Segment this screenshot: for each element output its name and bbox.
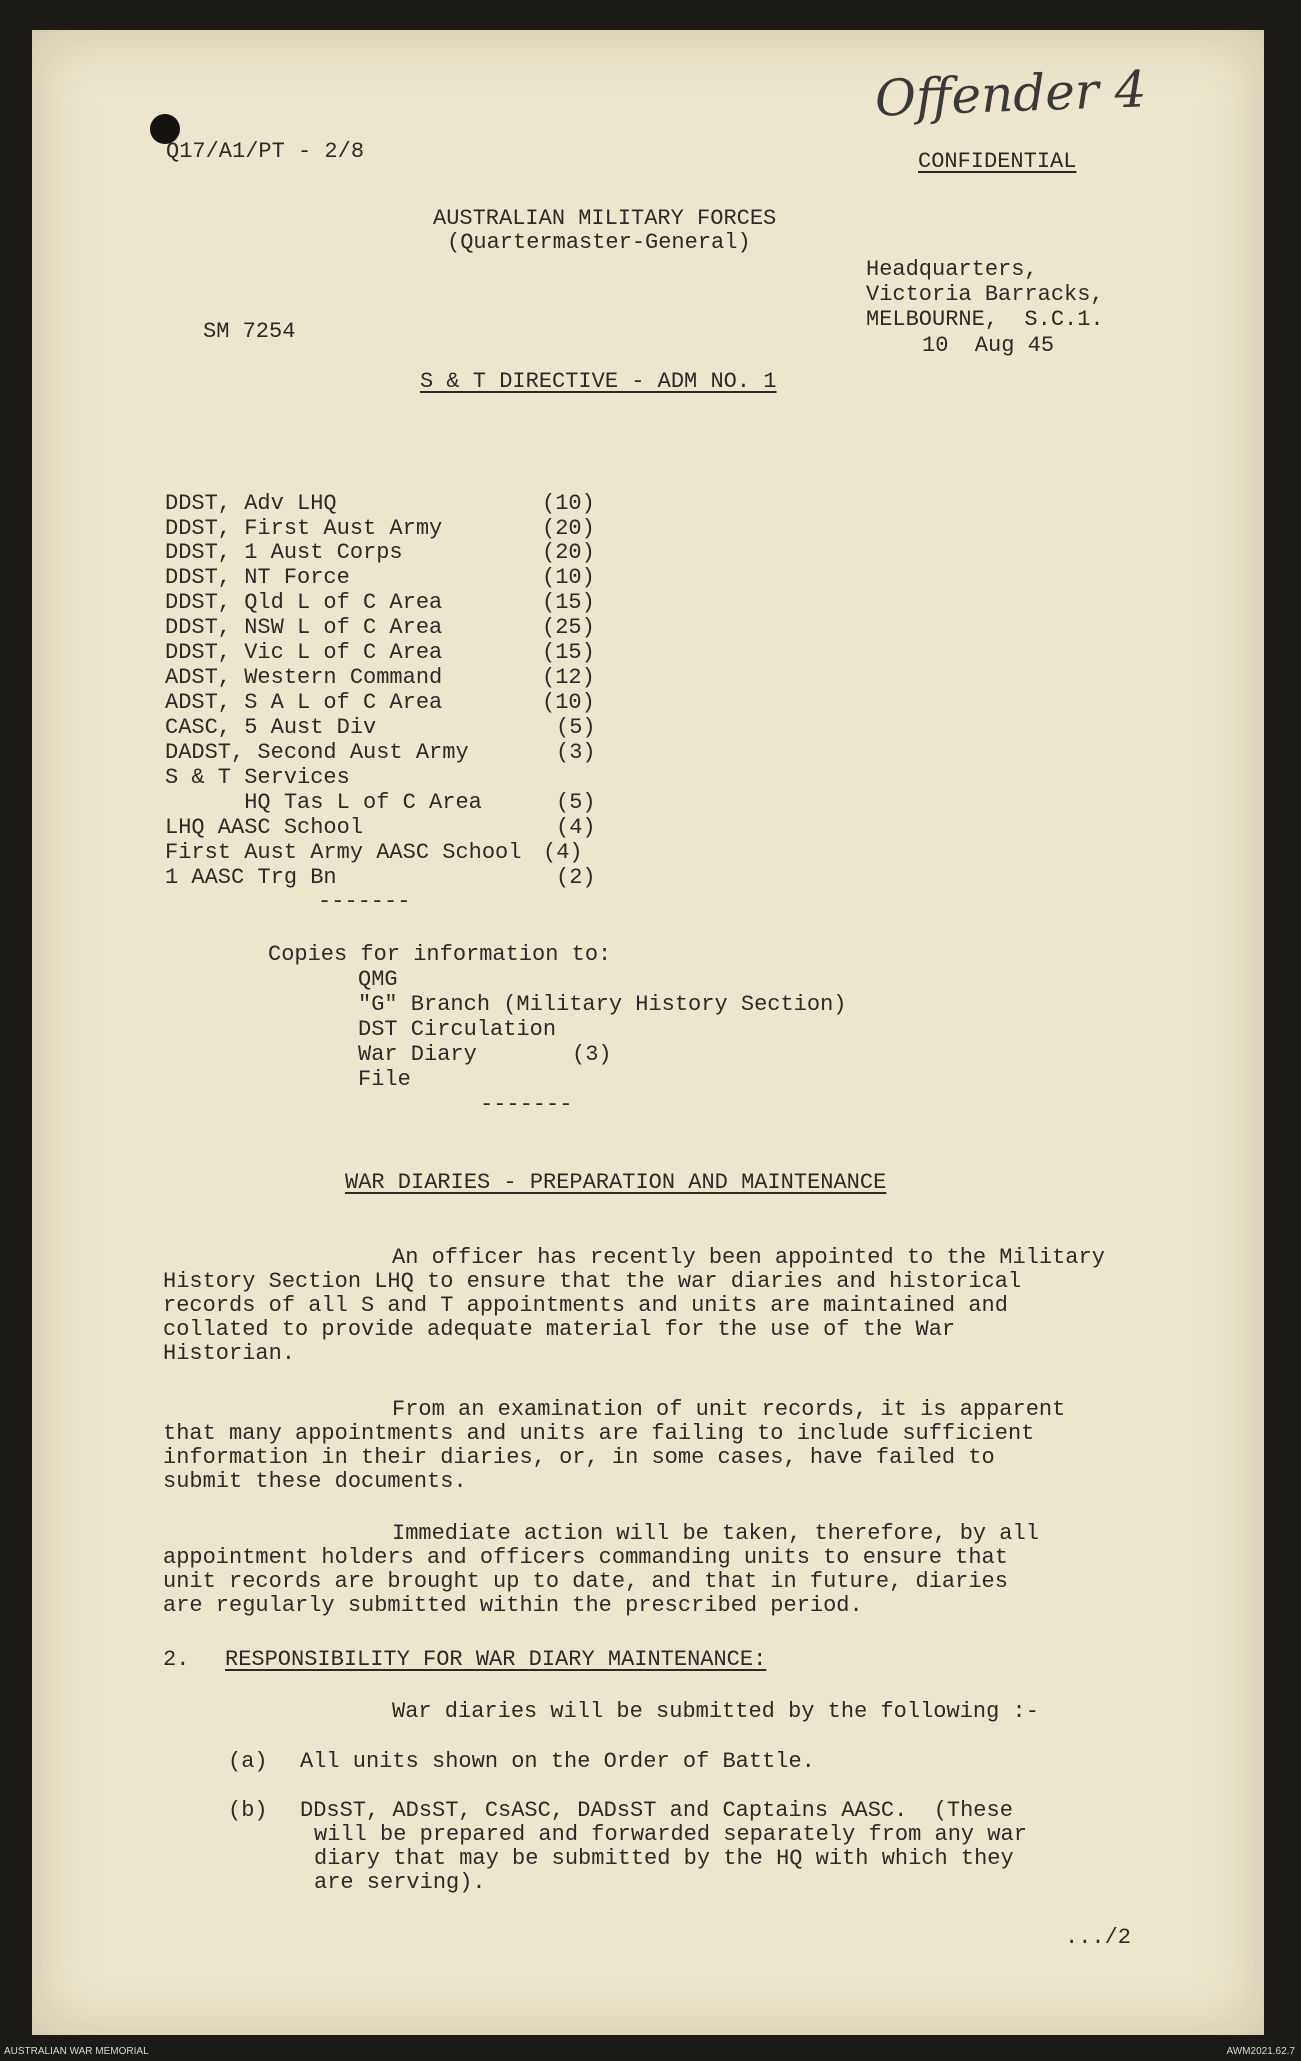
org-branch: (Quartermaster-General) bbox=[447, 230, 751, 255]
separator-rule: ------- bbox=[480, 1092, 573, 1117]
info-recipient: File bbox=[358, 1067, 411, 1092]
list-item-label: (b) bbox=[228, 1798, 268, 1823]
distribution-recipient: DDST, First Aust Army bbox=[165, 516, 443, 541]
distribution-copies: (10) bbox=[542, 491, 595, 516]
paragraph-line: that many appointments and units are failing to include sufficient bbox=[163, 1421, 1035, 1446]
paragraph-line: collated to provide adequate material for the use of the War bbox=[163, 1317, 956, 1342]
file-reference: Q17/A1/PT - 2/8 bbox=[166, 139, 365, 164]
distribution-recipient: First Aust Army AASC School bbox=[165, 840, 522, 865]
distribution-copies: (10) bbox=[542, 565, 595, 590]
list-item-text: diary that may be submitted by the HQ with which they bbox=[314, 1846, 1014, 1871]
paragraph-line: Immediate action will be taken, therefore, by all bbox=[392, 1521, 1039, 1546]
distribution-copies: (4) bbox=[556, 815, 596, 840]
distribution-copies: (5) bbox=[556, 715, 596, 740]
distribution-copies: (4) bbox=[543, 840, 583, 865]
distribution-recipient: LHQ AASC School bbox=[165, 815, 364, 840]
document-date: 10 Aug 45 bbox=[922, 333, 1055, 358]
distribution-copies: (15) bbox=[542, 640, 595, 665]
list-item-text: DDsST, ADsST, CsASC, DADsST and Captains AASC. (These bbox=[300, 1798, 1013, 1823]
section-intro: War diaries will be submitted by the following :- bbox=[392, 1699, 1039, 1724]
distribution-recipient: DDST, NT Force bbox=[165, 565, 350, 590]
distribution-recipient: DDST, Vic L of C Area bbox=[165, 640, 443, 665]
distribution-copies: (3) bbox=[556, 740, 596, 765]
section-number: 2. bbox=[163, 1647, 190, 1672]
distribution-copies: (25) bbox=[542, 615, 595, 640]
address-line: Headquarters, bbox=[866, 257, 1038, 282]
distribution-recipient: ADST, Western Command bbox=[165, 665, 443, 690]
distribution-copies: (10) bbox=[542, 690, 595, 715]
org-name: AUSTRALIAN MILITARY FORCES bbox=[433, 206, 777, 231]
distribution-copies: (2) bbox=[556, 865, 596, 890]
paragraph-line: An officer has recently been appointed to the Military bbox=[392, 1245, 1105, 1270]
info-copies: (3) bbox=[572, 1042, 612, 1067]
distribution-recipient: S & T Services bbox=[165, 765, 350, 790]
distribution-recipient: DDST, Adv LHQ bbox=[165, 491, 337, 516]
distribution-recipient: CASC, 5 Aust Div bbox=[165, 715, 377, 740]
info-recipient: War Diary bbox=[358, 1042, 477, 1067]
distribution-recipient: DDST, Qld L of C Area bbox=[165, 590, 443, 615]
distribution-recipient: DDST, 1 Aust Corps bbox=[165, 540, 403, 565]
paragraph-line: information in their diaries, or, in some cases, have failed to bbox=[163, 1445, 995, 1470]
paragraph-line: appointment holders and officers commanding units to ensure that bbox=[163, 1545, 1008, 1570]
handwritten-annotation: Offender 4 bbox=[873, 60, 1147, 128]
distribution-recipient: DADST, Second Aust Army bbox=[165, 740, 469, 765]
distribution-recipient: 1 AASC Trg Bn bbox=[165, 865, 337, 890]
archive-credit: AUSTRALIAN WAR MEMORIAL bbox=[4, 2046, 149, 2057]
paragraph-line: From an examination of unit records, it is apparent bbox=[392, 1397, 1066, 1422]
classification-label: CONFIDENTIAL bbox=[918, 149, 1077, 174]
directive-title: S & T DIRECTIVE - ADM NO. 1 bbox=[420, 369, 777, 394]
distribution-copies: (15) bbox=[542, 590, 595, 615]
address-line: MELBOURNE, S.C.1. bbox=[866, 307, 1104, 332]
list-item-label: (a) bbox=[228, 1749, 268, 1774]
distribution-recipient: DDST, NSW L of C Area bbox=[165, 615, 443, 640]
info-recipient: QMG bbox=[358, 967, 398, 992]
distribution-copies: (5) bbox=[556, 790, 596, 815]
archive-reference: AWM2021.62.7 bbox=[1226, 2046, 1295, 2057]
list-item-text: are serving). bbox=[314, 1870, 486, 1895]
distribution-recipient: HQ Tas L of C Area bbox=[165, 790, 482, 815]
distribution-recipient: ADST, S A L of C Area bbox=[165, 690, 443, 715]
address-line: Victoria Barracks, bbox=[866, 282, 1104, 307]
section-heading: RESPONSIBILITY FOR WAR DIARY MAINTENANCE: bbox=[225, 1647, 767, 1672]
separator-rule: ------- bbox=[318, 889, 411, 914]
list-item-text: will be prepared and forwarded separately from any war bbox=[314, 1822, 1027, 1847]
info-recipient: "G" Branch (Military History Section) bbox=[358, 992, 847, 1017]
paragraph-line: History Section LHQ to ensure that the war diaries and historical bbox=[163, 1269, 1022, 1294]
subject-heading: WAR DIARIES - PREPARATION AND MAINTENANCE bbox=[345, 1170, 887, 1195]
sm-number: SM 7254 bbox=[203, 319, 296, 344]
info-heading: Copies for information to: bbox=[268, 942, 612, 967]
continuation-marker: .../2 bbox=[1065, 1925, 1132, 1950]
distribution-copies: (20) bbox=[542, 516, 595, 541]
distribution-copies: (20) bbox=[542, 540, 595, 565]
info-recipient: DST Circulation bbox=[358, 1017, 557, 1042]
paragraph-line: submit these documents. bbox=[163, 1469, 467, 1494]
list-item-text: All units shown on the Order of Battle. bbox=[300, 1749, 815, 1774]
paragraph-line: records of all S and T appointments and units are maintained and bbox=[163, 1293, 1008, 1318]
paragraph-line: are regularly submitted within the prescribed period. bbox=[163, 1593, 863, 1618]
paragraph-line: unit records are brought up to date, and that in future, diaries bbox=[163, 1569, 1008, 1594]
distribution-copies: (12) bbox=[542, 665, 595, 690]
paragraph-line: Historian. bbox=[163, 1341, 296, 1366]
